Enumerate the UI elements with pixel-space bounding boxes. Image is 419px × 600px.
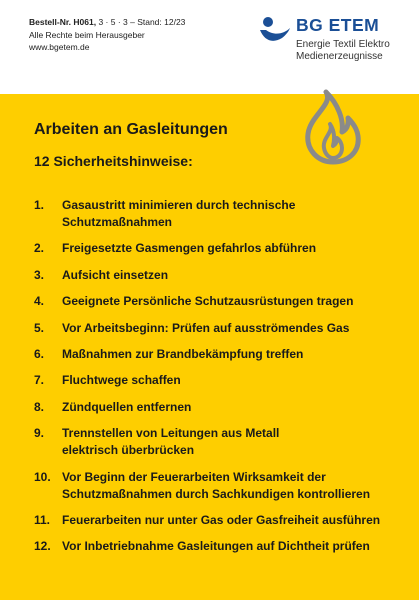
list-item [34, 512, 414, 529]
list-item-number: 7. [34, 373, 45, 388]
list-item-text: Freigesetzte Gasmengen gefahrlos abführen [62, 241, 317, 256]
list-item [34, 197, 414, 231]
list-item-number: 4. [34, 294, 45, 309]
list-item-text-continued: Schutzmaßnahmen durch Sachkundigen kontrollieren [62, 486, 371, 501]
list-item-text: Vor Arbeitsbeginn: Prüfen auf ausströmendes Gas [62, 320, 350, 335]
order-line [29, 16, 185, 29]
logo-subtitle-line1: Energie Textil Elektro [296, 39, 390, 50]
website-text: www.bgetem.de [29, 42, 90, 52]
list-item-number: 11. [34, 512, 51, 527]
list-item-number: 5. [34, 320, 45, 335]
list-item [34, 425, 414, 459]
list-item [34, 293, 414, 310]
list-item-text: Gasaustritt minimieren durch technische [62, 198, 296, 212]
flame-icon [300, 88, 366, 168]
list-item-text: Vor Beginn der Feuerarbeiten Wirksamkeit der [62, 469, 326, 484]
logo-subtitle [296, 39, 390, 62]
section-subtitle: 12 Sicherheitshinweise: [34, 153, 193, 169]
list-item [34, 399, 414, 416]
list-item-text: Aufsicht einsetzen [62, 267, 169, 282]
list-item-text: Geeignete Persönliche Schutzausrüstungen tragen [62, 294, 354, 309]
list-item [34, 240, 414, 257]
list-item-text-continued: elektrisch überbrücken [62, 443, 195, 458]
rights-text: Alle Rechte beim Herausgeber [29, 29, 145, 40]
list-item [34, 320, 414, 337]
header [0, 0, 419, 94]
order-details: 3 · 5 · 3 – Stand: 12/23 [96, 17, 186, 27]
list-item-number: 1. [34, 198, 45, 212]
list-item-number: 6. [34, 346, 45, 361]
content-panel [0, 94, 419, 600]
logo-name: BG ETEM [296, 15, 380, 35]
list-item-number: 8. [34, 399, 45, 414]
list-item-number: 9. [34, 426, 45, 441]
list-item [34, 346, 414, 363]
list-item-text: Zündquellen entfernen [62, 399, 192, 414]
bg-etem-logo [258, 16, 408, 76]
safety-list [34, 197, 414, 565]
list-item [34, 267, 414, 284]
list-item-text: Fluchtwege schaffen [62, 373, 181, 388]
list-item-number: 3. [34, 267, 45, 282]
list-item-number: 2. [34, 241, 45, 256]
list-item-text: Vor Inbetriebnahme Gasleitungen auf Dichtheit prüfen [62, 539, 370, 554]
meta-info [29, 16, 185, 54]
list-item-number: 10. [34, 469, 51, 484]
list-item-text-continued: Schutzmaßnahmen [62, 215, 173, 229]
logo-subtitle-line2: Medienerzeugnisse [296, 50, 383, 62]
list-item [34, 469, 414, 503]
list-item-text: Trennstellen von Leitungen aus Metall [62, 426, 280, 441]
list-item [34, 538, 414, 555]
list-item [34, 372, 414, 389]
list-item-text: Feuerarbeiten nur unter Gas oder Gasfreiheit ausführen [62, 512, 381, 527]
page-title: Arbeiten an Gasleitungen [34, 121, 228, 138]
bg-etem-emblem-icon [258, 16, 292, 46]
list-item-text: Maßnahmen zur Brandbekämpfung treffen [62, 346, 304, 361]
list-item-number: 12. [34, 539, 51, 554]
order-number: Bestell-Nr. H061, [29, 17, 97, 27]
